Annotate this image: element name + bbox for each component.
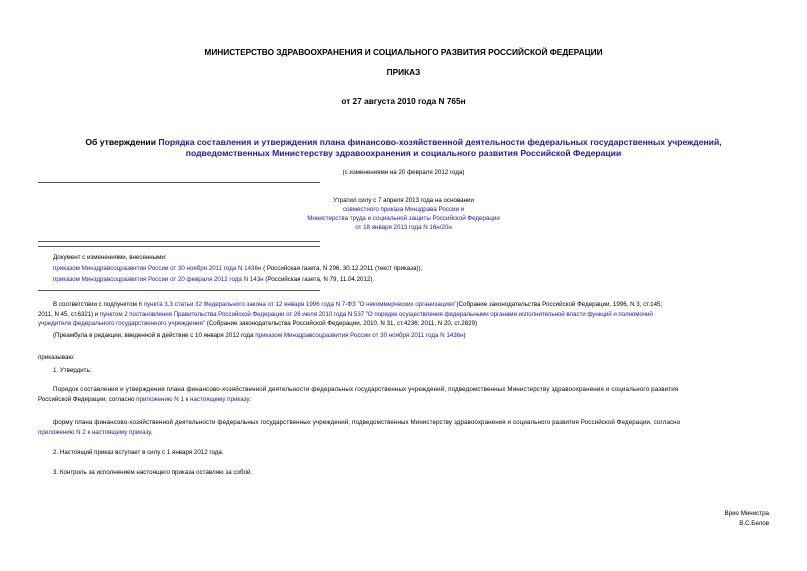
change-link-2[interactable]: приказом Минздравсоцразвития России от 20 февраля 2012 года N 143н — [53, 276, 264, 283]
item-1: 1. Утвердить: — [53, 367, 92, 374]
preamble-text: 2011, N 45, ст.6321) и — [38, 310, 100, 318]
document-title — [0, 137, 807, 159]
item-1b — [38, 418, 769, 437]
ministry-name: МИНИСТЕРСТВО ЗДРАВООХРАНЕНИЯ И СОЦИАЛЬНОГО РАЗВИТИЯ РОССИЙСКОЙ ФЕДЕРАЦИИ — [204, 47, 603, 57]
signature-name: В.С.Белов — [739, 519, 769, 527]
item-3: 3. Контроль за исполнением настоящего приказа оставляю за собой. — [53, 469, 253, 476]
item-1b-text: форму плана финансово-хозяйственной деятельности федеральных государственных учреждений, подведомственных Министерству здравоохранения и социального развития Российской Федерации, согласно — [53, 419, 681, 426]
doc-type: ПРИКАЗ — [386, 67, 421, 77]
amendment-note: (с изменениями на 20 февраля 2012 года) — [342, 169, 465, 176]
item-2: 2. Настоящий приказ вступает в силу с 1 января 2012 года. — [53, 449, 224, 456]
title-link-line1[interactable]: Порядка составления и утверждения плана финансово-хозяйственной деятельности федеральных государственных учреждений, — [158, 137, 722, 147]
item-1b-line-2 — [38, 428, 769, 438]
preamble-note-link[interactable]: приказом Минздравсоцразвития России от 30 ноября 2011 года N 1436н — [255, 331, 464, 339]
expired-link-2[interactable]: Министерства труда и социальной защиты Российской Федерации — [307, 215, 500, 222]
preamble-note-text: (Преамбула в редакции, введенной в действие с 10 января 2012 года — [53, 331, 256, 339]
divider — [38, 246, 320, 247]
expired-block — [0, 196, 807, 232]
item-1a-line-2 — [38, 395, 769, 405]
expired-line: Утратил силу с 7 апреля 2013 года на основании — [333, 197, 474, 204]
title-prefix: Об утверждении — [85, 137, 159, 147]
preamble-edition-note — [38, 331, 769, 341]
preamble-law-link[interactable]: 6 пункта 3.3 статьи 32 Федерального закона от 12 января 1996 года N 7-ФЗ "О некоммерческих организациях" — [138, 301, 457, 308]
preamble-note-text: ) — [463, 331, 466, 339]
change-text-1: ( Российская газета, N 296, 30.12.2011 (текст приказа)); — [261, 265, 423, 272]
order-word: приказываю: — [38, 354, 75, 361]
preamble-text: (Собрание законодательства Российской Федерации, 2010, N 31, ст.4236; 2011, N 20, ст.2829) — [205, 320, 478, 327]
appendix-1-link[interactable]: приложению N 1 к настоящему приказу; — [136, 395, 252, 403]
divider — [38, 182, 320, 183]
signature-position: Врио Министра — [724, 510, 769, 517]
doc-date-number: от 27 августа 2010 года N 765н — [341, 96, 466, 106]
appendix-2-link[interactable]: приложению N 2 к настоящему приказу — [38, 428, 151, 436]
preamble-text: (Собрание законодательства Российской Федерации, 1996, N 3, ст.145; — [456, 301, 663, 308]
preamble-line-2 — [38, 310, 769, 320]
changes-intro: Документ с изменениями, внесенными: — [53, 254, 167, 261]
preamble-line-1 — [38, 300, 769, 310]
expired-link-3[interactable]: от 18 января 2013 года N 16н/20н — [355, 224, 452, 231]
item-1a — [38, 385, 769, 404]
change-item-1 — [53, 264, 753, 273]
preamble-line-3 — [38, 319, 769, 329]
divider — [38, 241, 320, 242]
item-1b-end: . — [150, 428, 153, 436]
signature — [725, 509, 769, 528]
change-item-2 — [53, 275, 753, 284]
preamble-decree-link[interactable]: пунктом 2 постановления Правительства Российской Федерации от 26 июля 2010 года N 537 "О порядке осуществления федеральными органами исполнительной власти функций и полномочий — [99, 310, 653, 318]
preamble-text: В соответствии с подпунктом — [53, 301, 139, 308]
change-text-2: (Российская газета, N 79, 11.04.2012). — [263, 276, 375, 283]
item-1a-text: Порядок составления и утверждения плана финансово-хозяйственной деятельности федеральных государственных учреждений, подведомственных Министерству здравоохранения и социального развития — [53, 386, 679, 393]
change-link-1[interactable]: приказом Минздравсоцразвития России от 30 ноября 2011 года N 1436н — [53, 265, 262, 272]
preamble — [38, 300, 769, 340]
changes-block — [53, 253, 753, 284]
title-link-line2[interactable]: подведомственных Министерству здравоохранения и социального развития Российской Федерации — [185, 148, 622, 158]
preamble-decree-link-cont[interactable]: учредителя федерального государственного учреждения" — [38, 320, 206, 327]
divider — [38, 290, 320, 291]
item-1a-text: Российской Федерации, согласно — [38, 395, 137, 403]
expired-link-1[interactable]: совместного приказа Минздрава России и — [342, 206, 465, 213]
